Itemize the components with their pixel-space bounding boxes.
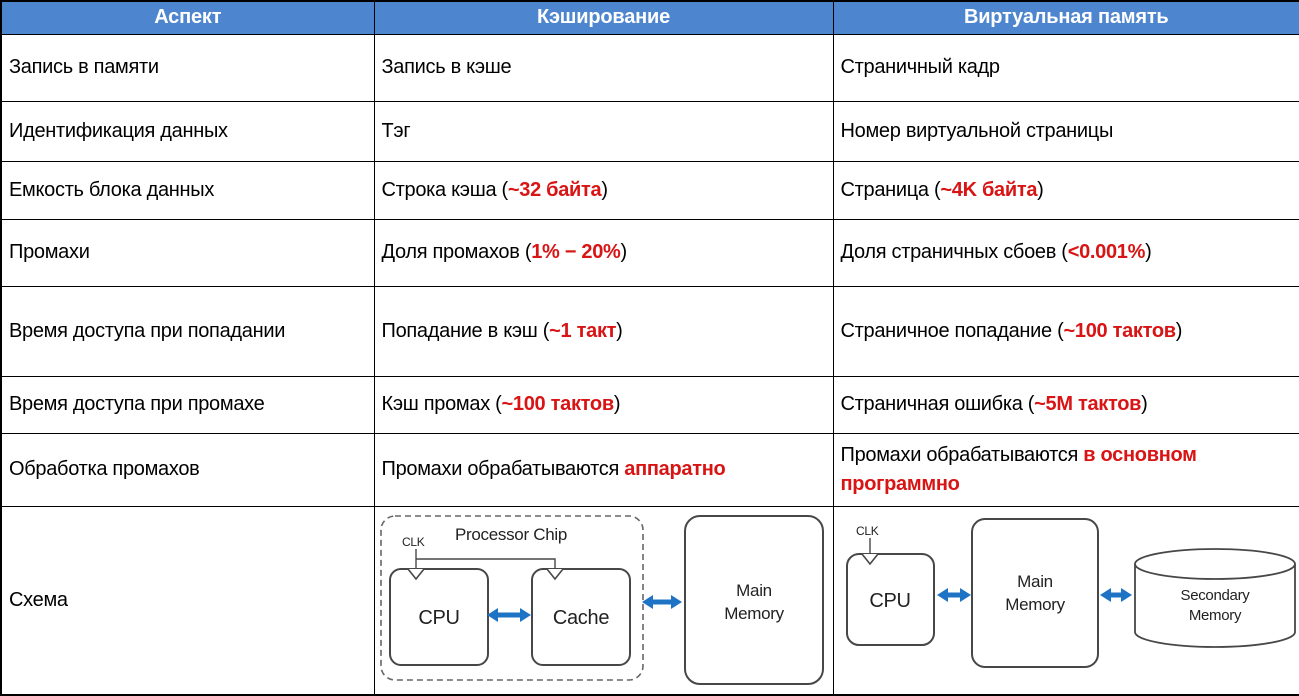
vm-cell [833,161,1299,219]
vm-cell [833,286,1299,376]
table-row [1,219,1299,286]
cache-cell [374,34,833,101]
cell-text: ) [1145,241,1152,263]
double-arrow-icon [937,588,971,602]
vm-cell [833,376,1299,433]
cell-text: Страничное попадание ( [840,319,1064,342]
secondary-memory-label: Memory [1188,606,1241,624]
highlighted-value: ~1 такт [549,319,617,342]
vm-cell [833,34,1299,101]
main-memory-box [685,516,823,684]
cell-text: ) [1141,393,1148,415]
cell-text: ) [616,319,623,342]
aspect-cell: Обработка промахов [1,433,374,506]
highlighted-value: ~100 тактов [1063,319,1176,342]
cache-cell [374,161,833,219]
vm-cell [833,219,1299,286]
main-memory-label: Main [735,580,772,600]
cache-diagram [375,507,832,694]
highlighted-value: ~5M тактов [1034,393,1142,415]
cell-text: Строка кэша ( [381,178,508,201]
cell-text: Страничный кадр [840,56,1000,78]
cell-text: Доля промахов ( [381,241,532,263]
table-row [1,34,1299,101]
header-caching: Кэширование [374,1,833,34]
aspect-cell: Схема [1,506,374,695]
cell-text: ) [1037,178,1044,201]
aspect-cell: Время доступа при попадании [1,286,374,376]
highlighted-value: ~32 байта [507,178,602,201]
vm-cell [833,433,1299,506]
vm-diagram-cell [833,506,1299,695]
aspect-cell: Запись в памяти [1,34,374,101]
highlighted-value: ~100 тактов [501,393,614,415]
double-arrow-icon [1100,588,1132,602]
aspect-cell: Емкость блока данных [1,161,374,219]
cache-diagram-cell [374,506,833,695]
cell-text: ) [601,178,608,201]
clk-line [416,549,555,569]
diagram-row [1,506,1299,695]
main-memory-label: Main [1016,571,1053,591]
cell-text: Промахи обрабатываются [381,458,625,480]
cell-text: Запись в кэше [381,56,512,78]
clk-label: CLK [401,534,424,549]
cell-text: Кэш промах ( [381,393,502,415]
table-row [1,376,1299,433]
cpu-label: CPU [417,606,460,629]
vm-cell-text [841,441,1259,499]
table-row [1,433,1299,506]
table-row [1,101,1299,161]
highlighted-value: ~4K байта [940,178,1038,201]
header-row [1,1,1299,34]
cache-cell [374,219,833,286]
main-memory-label: Memory [723,603,784,623]
cache-cell [374,376,833,433]
cpu-label: CPU [868,589,911,612]
secondary-memory-label: Secondary [1179,586,1250,604]
header-virtual-memory: Виртуальная память [833,1,1299,34]
cache-cell [374,101,833,161]
cell-text: Попадание в кэш ( [381,319,550,342]
table-row [1,161,1299,219]
cell-text: Номер виртуальной страницы [840,119,1114,142]
cell-text: ) [620,241,627,263]
main-memory-box [972,519,1098,667]
cell-text: Страница ( [840,178,941,201]
highlighted-value: 1% − 20% [531,241,621,263]
cell-text: ) [613,393,621,415]
cache-cell [374,286,833,376]
cell-text: Промахи обрабатываются [840,443,1084,466]
vm-diagram [834,507,1298,694]
clk-label: CLK [855,523,878,538]
processor-chip-label: Processor Chip [454,524,567,544]
header-aspect: Аспект [1,1,374,34]
cache-label: Cache [552,606,609,629]
table-row [1,286,1299,376]
highlighted-value: <0.001% [1067,241,1146,263]
highlighted-value: аппаратно [624,458,726,480]
double-arrow-icon [487,608,531,622]
aspect-cell: Идентификация данных [1,101,374,161]
cell-text: ) [1175,319,1183,342]
cell-text: Страничная ошибка ( [840,393,1035,415]
cell-text: Тэг [381,119,411,142]
cell-text: Доля страничных сбоев ( [840,241,1068,263]
double-arrow-icon [642,595,682,609]
cache-cell [374,433,833,506]
highlighted-value: в основном программно [840,443,1197,495]
vm-cell [833,101,1299,161]
main-memory-label: Memory [1004,594,1065,614]
aspect-cell: Промахи [1,219,374,286]
aspect-cell: Время доступа при промахе [1,376,374,433]
